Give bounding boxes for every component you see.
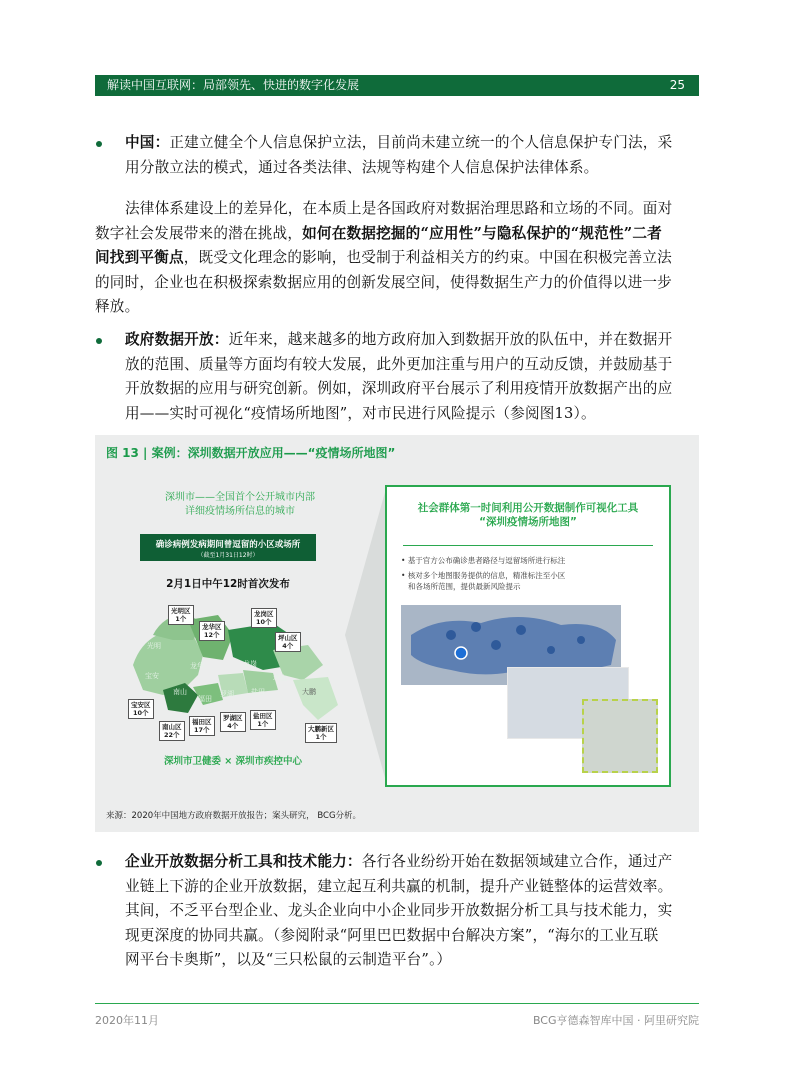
text-line: 网平台卡奥斯”，以及“三只松鼠的云制造平台”。） [125, 951, 452, 969]
footer-brand: BCG亨德森智库中国 · 阿里研究院 [532, 1014, 699, 1027]
lead-gov: 政府数据开放： [125, 331, 229, 348]
release-note: 2月1日中午12时首次发布 [166, 578, 290, 590]
area-label: 宝安 [145, 672, 159, 680]
text-line: 法律体系建设上的差异化，在本质上是各国政府对数据治理思路和立场的不同。面对 [125, 200, 673, 217]
area-label: 龙岗 [243, 660, 257, 668]
area-label: 南山 [173, 688, 187, 696]
map-pin-icon [577, 636, 585, 644]
figure-title: 图 13 | 案例：深圳数据开放应用——“疫情场所地图” [106, 446, 396, 460]
panel-bullet: • 核对多个地图服务提供的信息，精准标注至小区 和各场所范围，提供最新风险提示 [401, 571, 566, 591]
area-label: 光明 [147, 642, 161, 650]
paragraph-china [125, 131, 672, 180]
location-marker-icon [455, 647, 467, 659]
area-label: 罗湖 [220, 690, 234, 698]
text-line: 释放。 [95, 298, 140, 316]
map-pin-icon [471, 622, 481, 632]
text-line: 业链上下游的企业开放数据，建立起互利共赢的机制，提升产业链整体的运营效率。 [125, 877, 673, 895]
bullet-icon [96, 338, 102, 344]
text-line: 的同时，企业也在积极探索数据应用的创新发展空间，使得数据生产力的价值得以进一步 [95, 273, 672, 291]
district-label: 宝安区 10个 [128, 699, 154, 719]
district-label: 罗湖区 4个 [220, 712, 246, 732]
visualization-panel [385, 485, 671, 787]
district-label: 龙岗区 10个 [251, 608, 277, 628]
panel-title-line: “深圳疫情场所地图” [479, 516, 577, 528]
district-label: 福田区 17个 [189, 716, 215, 736]
text-line: 近年来，越来越多的地方政府加入到数据开放的队伍中，并在数据开 [228, 331, 673, 348]
area-label: 龙华 [190, 662, 204, 670]
paragraph-legal [125, 197, 672, 222]
lead-china: 中国： [125, 134, 170, 151]
paragraph-gov-data [125, 328, 672, 426]
bullet-icon [96, 860, 102, 866]
banner-main: 确诊病例发病期间曾逗留的小区或场所 [155, 540, 301, 550]
text-line: 放的范围、质量等方面均有较大发展，此外更加注重与用户的互动反馈，并鼓励基于 [125, 355, 673, 373]
left-title-line: 详细疫情场所信息的城市 [185, 506, 295, 517]
text-line: 其间，不乏平台型企业、龙头企业向中小企业同步开放数据分析工具与技术能力，实 [125, 902, 673, 920]
district-label: 南山区 22个 [159, 721, 185, 741]
text-line: 用分散立法的模式，通过各类法律、法规等构建个人信息保护法律体系。 [125, 158, 599, 176]
figure-source: 来源：2020年中国地方政府数据开放报告；案头研究， BCG分析。 [106, 811, 362, 821]
figure-13 [95, 435, 699, 832]
district-label: 光明区 1个 [168, 605, 194, 625]
district-label: 坪山区 4个 [275, 632, 301, 652]
agency-credit: 深圳市卫健委 × 深圳市疾控中心 [163, 756, 303, 767]
area-label: 坪山 [273, 674, 287, 682]
text-line: 现更深度的协同共赢。（参阅附录“阿里巴巴数据中台解决方案”，“海尔的工业互联 [125, 926, 659, 944]
text-line: 开放数据的应用与研究创新。例如，深圳政府平台展示了利用疫情开放数据产出的应 [125, 380, 673, 398]
lead-enterprise: 企业开放数据分析工具和技术能力： [125, 853, 362, 870]
map-pin-icon [446, 630, 456, 640]
zoom-inset-2 [582, 699, 658, 773]
connector-shape [345, 485, 390, 785]
map-pin-icon [516, 625, 526, 635]
left-title-line: 深圳市——全国首个公开城市内部 [165, 492, 315, 503]
footer-date: 2020年11月 [95, 1014, 159, 1027]
banner-sub: （截至1月31日12时） [197, 552, 259, 559]
text-line: ，既受文化理念的影响，也受制于利益相关方的约束。中国在积极完善立法 [183, 249, 672, 267]
map-banner [140, 534, 316, 561]
bullet-icon [96, 141, 102, 147]
left-panel-title [135, 491, 345, 519]
map-pin-icon [547, 646, 555, 654]
text-line: 正建立健全个人信息保护立法，目前尚未建立统一的个人信息保护专门法，采 [169, 134, 673, 151]
paragraph-legal-cont [95, 222, 672, 320]
district-label: 盐田区 1个 [250, 710, 276, 730]
map-dapeng [293, 677, 338, 720]
text-line: 各行各业纷纷开始在数据领域建立合作，通过产 [361, 853, 673, 870]
divider [403, 545, 653, 546]
area-label: 盐田 [251, 688, 265, 696]
footer-divider [95, 1003, 699, 1004]
text-line: 用——实时可视化“疫情场所地图”，对市民进行风险提示（参阅图13）。 [125, 404, 596, 422]
text-emphasis: 间找到平衡点 [95, 249, 184, 267]
district-label: 大鹏新区 1个 [305, 723, 337, 743]
page-number: 25 [669, 78, 685, 92]
paragraph-enterprise [125, 850, 672, 973]
page-header [95, 75, 699, 96]
text-emphasis: 如何在数据挖掘的“应用性”与隐私保护的“规范性”二者 [302, 224, 662, 242]
header-title: 解读中国互联网：局部领先、快进的数字化发展 [107, 78, 360, 92]
area-label: 福田 [198, 695, 212, 703]
map-pin-icon [491, 640, 501, 650]
area-label: 大鹏 [302, 688, 316, 696]
panel-title [387, 501, 669, 529]
text-line: 数字社会发展带来的潜在挑战， [95, 224, 303, 242]
district-label: 龙华区 12个 [199, 621, 225, 641]
panel-bullet: • 基于官方公布确诊患者路径与逗留场所进行标注 [401, 556, 566, 565]
panel-title-line: 社会群体第一时间利用公开数据制作可视化工具 [417, 502, 639, 514]
